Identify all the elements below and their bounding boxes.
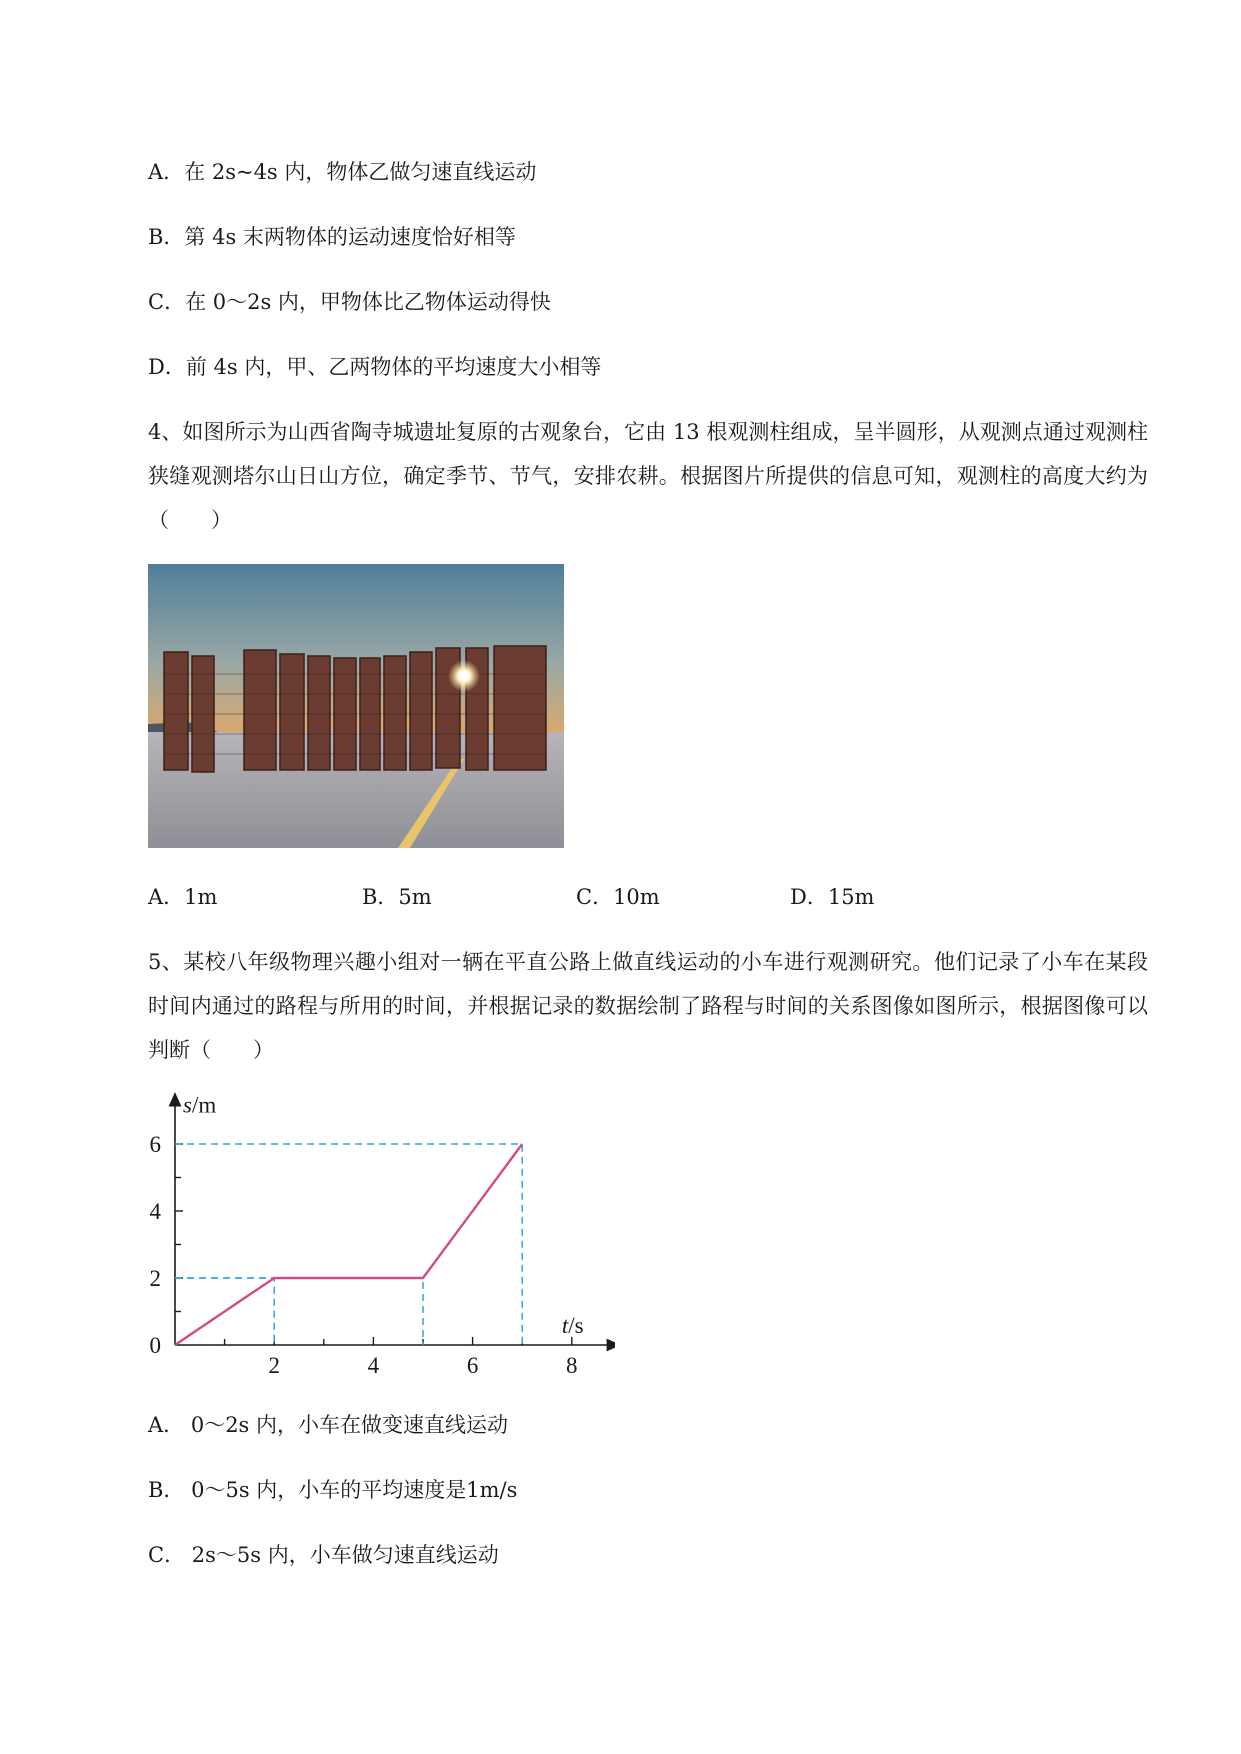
q5-stem: 5、某校八年级物理兴趣小组对一辆在平直公路上做直线运动的小车进行观测研究。他们记录了小车在某段时间内通过的路程与所用的时间，并根据记录的数据绘制了路程与时间的关系图像如图所示，根据图像可以判断（ ）	[148, 950, 1148, 1062]
x-tick-label: 2	[268, 1353, 280, 1378]
y-tick-label: 2	[149, 1266, 161, 1291]
q3-option-c: C．在 0～2s 内，甲物体比乙物体运动得快	[148, 290, 551, 314]
distance-line	[175, 1144, 522, 1345]
q4-option-c: C．10m	[576, 885, 660, 909]
guide-line	[175, 1144, 522, 1345]
q4-option-b: B．5m	[362, 885, 432, 909]
x-tick-label: 4	[367, 1353, 380, 1378]
q5-option-a: A． 0～2s 内，小车在做变速直线运动	[148, 1413, 509, 1437]
x-tick-label: 8	[566, 1353, 578, 1378]
q3-option-d: D．前 4s 内，甲、乙两物体的平均速度大小相等	[148, 355, 602, 379]
q4-option-d: D．15m	[790, 885, 875, 909]
origin-label: 0	[149, 1333, 161, 1358]
guide-line	[175, 1278, 423, 1345]
y-tick-label: 6	[149, 1132, 161, 1157]
q5-option-b: B． 0～5s 内，小车的平均速度是1m/s	[148, 1478, 518, 1502]
distance-time-graph	[145, 1090, 615, 1390]
observatory-photo	[148, 564, 564, 848]
q3-option-a: A．在 2s~4s 内，物体乙做匀速直线运动	[148, 160, 537, 184]
q4-stem: 4、如图所示为山西省陶寺城遗址复原的古观象台，它由 13 根观测柱组成，呈半圆形，从观测点通过观测柱狭缝观测塔尔山日山方位，确定季节、节气，安排农耕。根据图片所提供的信息可知，观测柱的高度大约为（ ）	[148, 420, 1148, 532]
x-axis-label: t/s	[561, 1313, 584, 1338]
y-axis-label: s/m	[183, 1092, 217, 1118]
y-tick-label: 4	[149, 1199, 161, 1224]
q3-option-b: B．第 4s 末两物体的运动速度恰好相等	[148, 225, 516, 249]
q4-option-a: A．1m	[148, 885, 218, 909]
x-tick-label: 6	[466, 1353, 479, 1378]
q5-option-c: C． 2s～5s 内，小车做匀速直线运动	[148, 1543, 499, 1567]
